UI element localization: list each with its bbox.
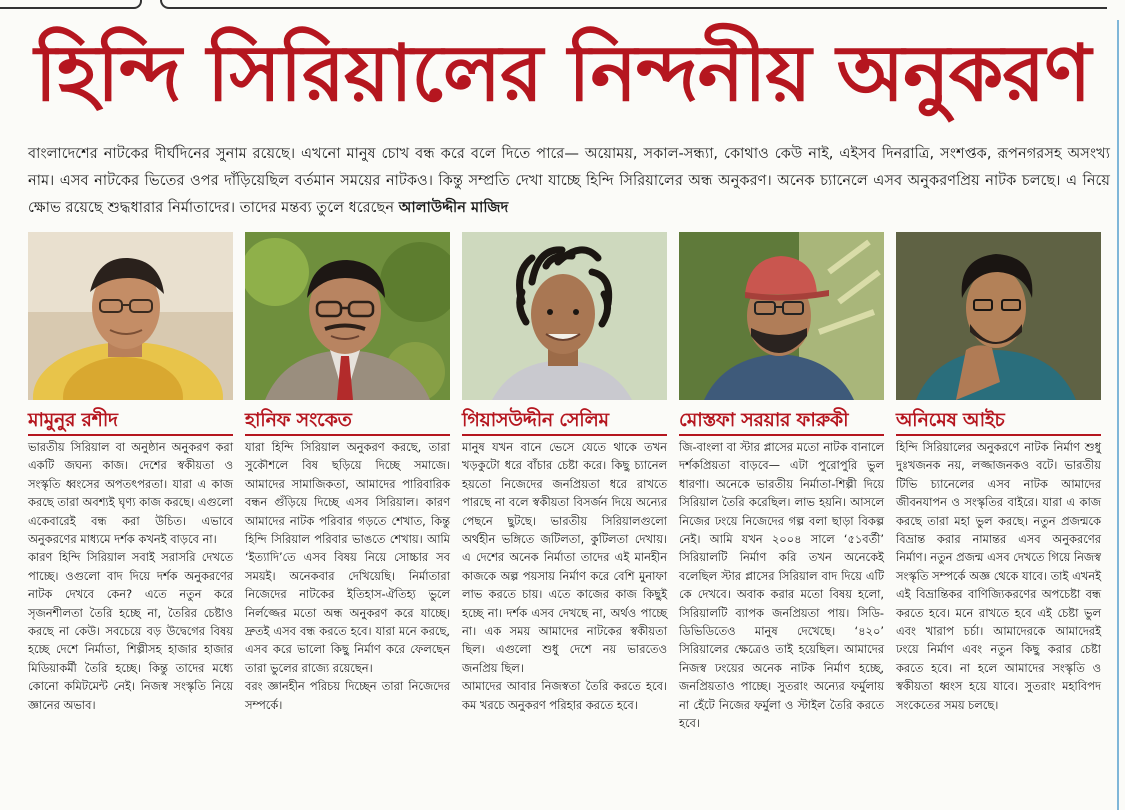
portrait-photo-farooki [679,232,884,400]
speaker-name: অনিমেষ আইচ [896,406,1101,436]
speaker-comment [245,438,450,714]
comment-paragraph: যারা হিন্দি সিরিয়াল অনুকরণ করছে, তারা সুকৌশলে বিষ ছড়িয়ে দিচ্ছে সমাজে। আমাদের সামাজিকতা, আমাদের পারিবারিক বন্ধন গুঁড়িয়ে দিচ্ছে এসব সিরিয়াল। কারণ আমাদের নাটক পরিবার গড়তে শেখাত, কিন্তু হিন্দি সিরিয়াল পরিবার ভাঙতে শেখায়। আমি ‘ইত্যাদি’তে এসব বিষয় নিয়ে সোচ্চার সব সময়ই। অনেকবার দেখিয়েছি। নির্মাতারা নিজেদের নাটকের ইতিহাস-ঐতিহ্য ভুলে নির্লজ্জের মতো অন্ধ অনুকরণ করে যাচ্ছে। দ্রুতই এসব বন্ধ করতে হবে। যারা মনে করছে, এসব করে ভালো কিছু নির্মাণ করে ফেলছেন তারা ভুলের রাজ্যে রয়েছেন। [245,440,450,675]
speaker-comment [679,438,884,733]
column-animesh [896,232,1101,714]
column-hanif [245,232,450,714]
author-byline: আলাউদ্দীন মাজিদ [398,199,509,216]
column-giasuddin [462,232,667,714]
comment-paragraph: হিন্দি সিরিয়ালের অনুকরণে নাটক নির্মাণ শুধু দুঃখজনক নয়, লজ্জাজনকও বটে। ভারতীয় টিভি চ্যানেলের এসব নাটক আমাদের জীবনযাপন ও সংস্কৃতির বাইরে। যারা এ কাজ করছে তারা মহা ভুল করছে। নতুন প্রজন্মকে বিভ্রান্ত করার নামান্তর এসব অনুকরণের নির্মাণ। নতুন প্রজন্ম এসব দেখতে গিয়ে নিজস্ব সংস্কৃতি সম্পর্কে অজ্ঞ থেকে যাবে। তাই এখনই এই বিভ্রান্তিকর বাণিজ্যিকরণের অপচেষ্টা বন্ধ করতে হবে। মনে রাখতে হবে এই চেষ্টা ভুল এবং খারাপ চর্চা। আমাদেরকে আমাদেরই ঢংয়ে নির্মাণ এবং নতুন কিছু করার চেষ্টা করতে হবে। না হলে আমাদের সংস্কৃতি ও স্বকীয়তা ধ্বংস হয়ে যাবে। সুতরাং মহাবিপদ সংকেতের সময় চলছে। [896,440,1101,712]
comment-paragraph: বরং জ্ঞানহীন পরিচয় দিচ্ছেন তারা নিজেদের সম্পর্কে। [245,679,450,712]
comment-paragraph: আমাদের আবার নিজস্বতা তৈরি করতে হবে। কম খরচে অনুকরণ পরিহার করতে হবে। [462,679,667,712]
speaker-name: হানিফ সংকেত [245,406,450,436]
comment-paragraph: জি-বাংলা বা স্টার প্লাসের মতো নাটক বানালে দর্শকপ্রিয়তা বাড়বে— এটা পুরোপুরি ভুল ধারণা। অনেকে ভারতীয় নির্মাতা-শিল্পী দিয়ে সিরিয়াল তৈরি করেছিল। লাভ হয়নি। আসলে নিজের ঢংয়ে নিজেদের গল্প বলা ছাড়া বিকল্প নেই। আমি যখন ২০০৪ সালে ‘৫১বর্তী’ সিরিয়ালটি নির্মাণ করি তখন অনেকেই বলেছিল স্টার প্লাসের সিরিয়াল বাদ দিয়ে এটি কে দেখবে। অবাক করার মতো বিষয় হলো, সিরিয়ালটি ব্যাপক জনপ্রিয়তা পায়। সিডি-ডিভিডিতেও মানুষ দেখেছে। ‘৪২০’ সিরিয়ালের ক্ষেত্রেও তাই হয়েছিল। আমাদের নিজস্ব ঢংয়ের অনেক নাটক নির্মাণ হচ্ছে, জনপ্রিয়তাও পাচ্ছে। সুতরাং অন্যের ফর্মুলায় না হেঁটে নিজের ফর্মুলা ও স্টাইল তৈরি করতে হবে। [679,440,884,731]
page-side-rule [1117,20,1119,810]
speaker-comment [28,438,233,714]
speaker-comment [462,438,667,714]
column-farooki [679,232,884,733]
portrait-photo-hanif [245,232,450,400]
portrait-photo-giasuddin [462,232,667,400]
comment-paragraph: মানুষ যখন বানে ভেসে যেতে থাকে তখন খড়কুটো ধরে বাঁচার চেষ্টা করে। কিছু চ্যানেল হয়তো নিজেদের জনপ্রিয়তা ধরে রাখতে পারছে না বলে স্বকীয়তা বিসর্জন দিয়ে অন্যের পেছনে ছুটছে। ভারতীয় সিরিয়ালগুলো অর্থহীন ভঙ্গিতে জটিলতা, কুটিলতা দেখায়। এ দেশের অনেক নির্মাতা তাদের এই মানহীন কাজকে অল্প পয়সায় নির্মাণ করে বেশি মুনাফা লাভ করতে চায়। এতে কাজের কাজ কিছুই হচ্ছে না। দর্শক এসব দেখছে না, অর্থও পাচ্ছে না। এক সময় আমাদের নাটকের স্বকীয়তা ছিল। এগুলো শুধু দেশে নয় ভারতেও জনপ্রিয় ছিল। [462,440,667,675]
speaker-name: মোস্তফা সরয়ার ফারুকী [679,406,884,436]
headline: হিন্দি সিরিয়ালের নিন্দনীয় অনুকরণ [34,28,1091,119]
page-top-border [0,0,1125,8]
portrait-photo-mamunur [28,232,233,400]
speaker-name: গিয়াসউদ্দীন সেলিম [462,406,667,436]
comment-paragraph: কারণ হিন্দি সিরিয়াল সবাই সরাসরি দেখতে পাচ্ছে। ওগুলো বাদ দিয়ে দর্শক অনুকরণের নাটক দেখবে কেন? এতে নতুন করে সৃজনশীলতা তৈরি হচ্ছে না, তৈরির চেষ্টাও করছে না কেউ। সবচেয়ে বড় উদ্বেগের বিষয় হচ্ছে দেশে নির্মাতা, শিল্পীসহ হাজার হাজার মিডিয়াকর্মী তৈরি হচ্ছে। কিন্তু তাদের মধ্যে কোনো কমিটমেন্ট নেই। নিজস্ব সংস্কৃতি নিয়ে জ্ঞানের অভাব। [28,550,233,712]
comment-paragraph: ভারতীয় সিরিয়াল বা অনুষ্ঠান অনুকরণ করা একটি জঘন্য কাজ। দেশের স্বকীয়তা ও সংস্কৃতি ধ্বংসের অপতৎপরতা। যারা এ কাজ করছে তারা অবশ্যই ঘৃণ্য কাজ করছে। এগুলো একেবারেই বন্ধ করা উচিত। এভাবে অনুকরণের মাধ্যমে দর্শক কখনই বাড়বে না। [28,440,233,547]
column-mamunur [28,232,233,714]
intro-text: বাংলাদেশের নাটকের দীর্ঘদিনের সুনাম রয়েছে। এখনো মানুষ চোখ বন্ধ করে বলে দিতে পারে— অয়োময়, সকাল-সন্ধ্যা, কোথাও কেউ নাই, এইসব দিনরাত্রি, সংশপ্তক, রূপনগরসহ অসংখ্য নাম। এসব নাটকের ভিতের ওপর দাঁড়িয়েছিল বর্তমান সময়ের নাটকও। কিন্তু সম্প্রতি দেখা যাচ্ছে হিন্দি সিরিয়ালের অন্ধ অনুকরণ। অনেক চ্যানেলে এসব অনুকরণপ্রিয় নাটক চলছে। এ নিয়ে ক্ষোভ রয়েছে শুদ্ধধারার নির্মাতাদের। তাদের মন্তব্য তুলে ধরেছেন [28,145,1110,216]
speaker-comment [896,438,1101,714]
intro-paragraph [28,140,1110,221]
portrait-photo-animesh [896,232,1101,400]
speaker-name: মামুনুর রশীদ [28,406,233,436]
